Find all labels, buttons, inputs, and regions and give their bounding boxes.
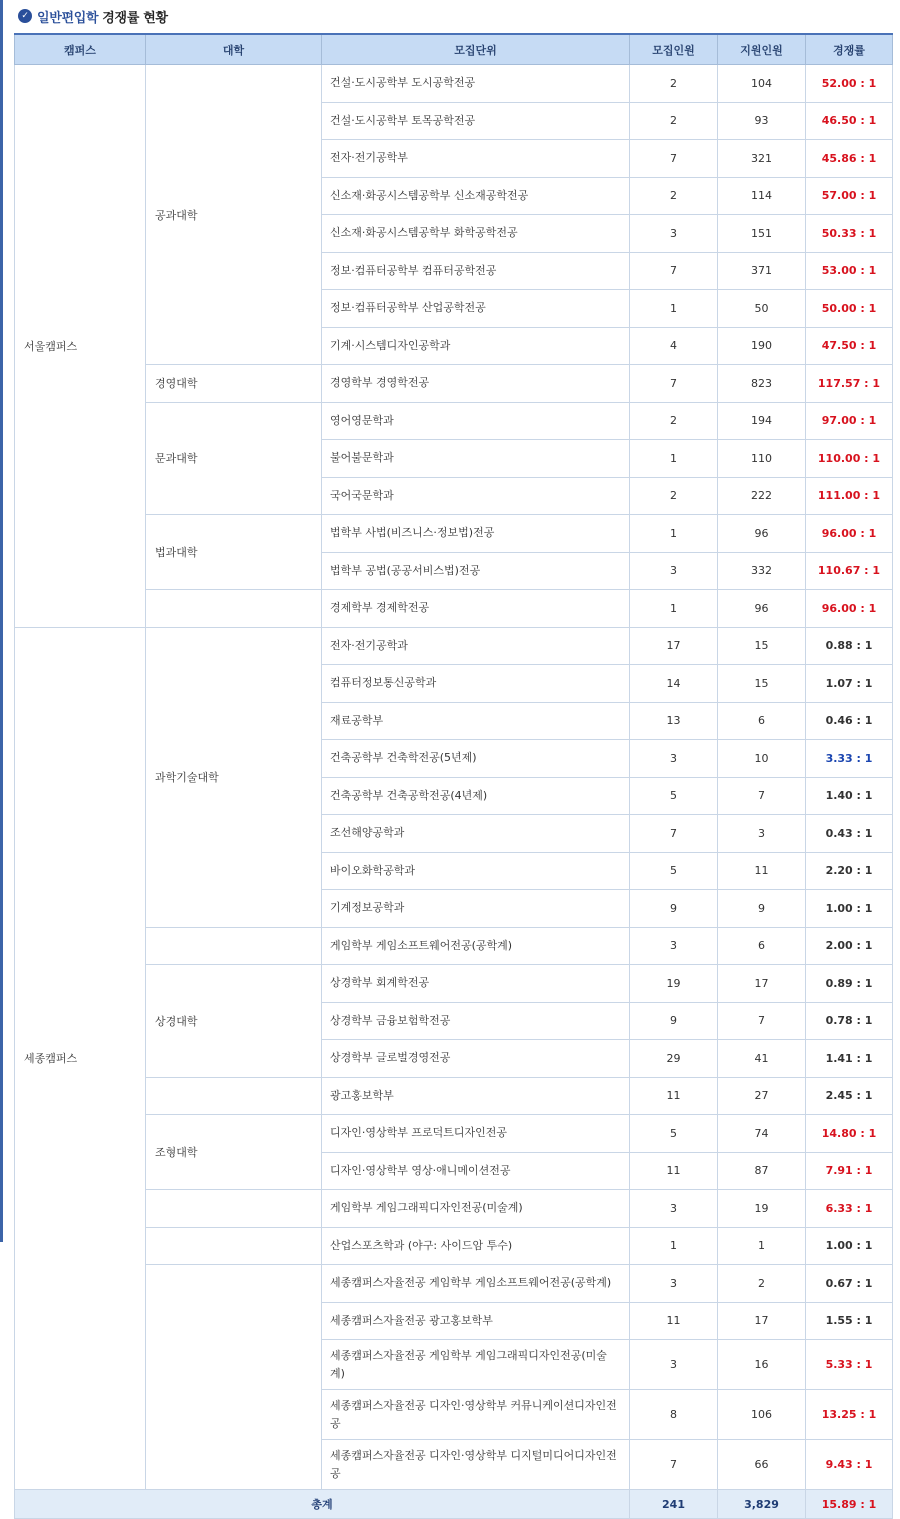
applicants-cell: 15 [718,665,806,703]
unit-cell: 세종캠퍼스자율전공 디자인·영상학부 커뮤니케이션디자인전공 [322,1390,630,1440]
header-unit: 모집단위 [322,34,630,65]
quota-cell: 7 [630,815,718,853]
unit-cell: 법학부 사법(비즈니스·정보법)전공 [322,515,630,553]
applicants-cell: 194 [718,402,806,440]
competition-rate-table [14,33,893,1519]
college-cell [146,590,322,628]
unit-cell: 건설·도시공학부 토목공학전공 [322,102,630,140]
quota-cell: 13 [630,702,718,740]
quota-cell: 1 [630,440,718,478]
rate-cell: 50.00 : 1 [806,290,893,328]
header-college: 대학 [146,34,322,65]
quota-cell: 3 [630,215,718,253]
rate-cell: 2.00 : 1 [806,927,893,965]
quota-cell: 2 [630,102,718,140]
total-applicants: 3,829 [718,1490,806,1519]
quota-cell: 7 [630,140,718,178]
unit-cell: 국어국문학과 [322,477,630,515]
applicants-cell: 93 [718,102,806,140]
college-cell: 조형대학 [146,1115,322,1190]
unit-cell: 세종캠퍼스자율전공 게임학부 게임그래픽디자인전공(미술계) [322,1340,630,1390]
table-row [15,365,893,403]
rate-cell: 1.00 : 1 [806,1227,893,1265]
quota-cell: 2 [630,477,718,515]
rate-cell: 111.00 : 1 [806,477,893,515]
rate-cell: 1.40 : 1 [806,777,893,815]
unit-cell: 신소재·화공시스템공학부 화학공학전공 [322,215,630,253]
check-circle-icon: ✓ [18,9,32,23]
table-row [15,1077,893,1115]
quota-cell: 2 [630,177,718,215]
unit-cell: 경영학부 경영학전공 [322,365,630,403]
applicants-cell: 10 [718,740,806,778]
college-cell: 상경대학 [146,965,322,1078]
rate-cell: 9.43 : 1 [806,1440,893,1490]
quota-cell: 3 [630,552,718,590]
unit-cell: 게임학부 게임소프트웨어전공(공학계) [322,927,630,965]
quota-cell: 2 [630,402,718,440]
header-applicants: 지원인원 [718,34,806,65]
quota-cell: 8 [630,1390,718,1440]
unit-cell: 건축공학부 건축공학전공(4년제) [322,777,630,815]
unit-cell: 상경학부 회계학전공 [322,965,630,1003]
quota-cell: 1 [630,515,718,553]
rate-cell: 52.00 : 1 [806,65,893,103]
quota-cell: 19 [630,965,718,1003]
quota-cell: 1 [630,590,718,628]
applicants-cell: 66 [718,1440,806,1490]
quota-cell: 1 [630,290,718,328]
quota-cell: 9 [630,890,718,928]
applicants-cell: 2 [718,1265,806,1303]
total-row [15,1490,893,1519]
quota-cell: 11 [630,1152,718,1190]
rate-cell: 0.43 : 1 [806,815,893,853]
header-campus: 캠퍼스 [15,34,146,65]
rate-cell: 0.78 : 1 [806,1002,893,1040]
applicants-cell: 96 [718,515,806,553]
applicants-cell: 6 [718,927,806,965]
unit-cell: 조선해양공학과 [322,815,630,853]
rate-cell: 2.45 : 1 [806,1077,893,1115]
college-cell [146,927,322,965]
applicants-cell: 823 [718,365,806,403]
quota-cell: 14 [630,665,718,703]
rate-cell: 97.00 : 1 [806,402,893,440]
quota-cell: 7 [630,365,718,403]
table-row [15,1265,893,1303]
unit-cell: 상경학부 금융보험학전공 [322,1002,630,1040]
rate-cell: 110.67 : 1 [806,552,893,590]
rate-cell: 2.20 : 1 [806,852,893,890]
unit-cell: 상경학부 글로벌경영전공 [322,1040,630,1078]
table-row [15,1190,893,1228]
unit-cell: 경제학부 경제학전공 [322,590,630,628]
applicants-cell: 87 [718,1152,806,1190]
unit-cell: 전자·전기공학부 [322,140,630,178]
unit-cell: 광고홍보학부 [322,1077,630,1115]
rate-cell: 96.00 : 1 [806,515,893,553]
table-body [15,65,893,1490]
applicants-cell: 16 [718,1340,806,1390]
quota-cell: 9 [630,1002,718,1040]
quota-cell: 5 [630,852,718,890]
campus-cell: 세종캠퍼스 [15,627,146,1490]
applicants-cell: 151 [718,215,806,253]
college-cell: 과학기술대학 [146,627,322,927]
quota-cell: 4 [630,327,718,365]
campus-cell: 서울캠퍼스 [15,65,146,628]
quota-cell: 3 [630,740,718,778]
unit-cell: 건축공학부 건축학전공(5년제) [322,740,630,778]
unit-cell: 바이오화학공학과 [322,852,630,890]
header-rate: 경쟁률 [806,34,893,65]
rate-cell: 0.89 : 1 [806,965,893,1003]
quota-cell: 3 [630,1265,718,1303]
rate-cell: 47.50 : 1 [806,327,893,365]
table-row [15,927,893,965]
unit-cell: 정보·컴퓨터공학부 산업공학전공 [322,290,630,328]
rate-cell: 1.00 : 1 [806,890,893,928]
unit-cell: 법학부 공법(공공서비스법)전공 [322,552,630,590]
section-heading [18,6,168,26]
rate-cell: 5.33 : 1 [806,1340,893,1390]
applicants-cell: 96 [718,590,806,628]
rate-cell: 57.00 : 1 [806,177,893,215]
quota-cell: 7 [630,1440,718,1490]
table-row [15,515,893,553]
applicants-cell: 222 [718,477,806,515]
applicants-cell: 41 [718,1040,806,1078]
rate-cell: 1.41 : 1 [806,1040,893,1078]
quota-cell: 5 [630,1115,718,1153]
rate-cell: 45.86 : 1 [806,140,893,178]
applicants-cell: 332 [718,552,806,590]
rate-cell: 7.91 : 1 [806,1152,893,1190]
applicants-cell: 110 [718,440,806,478]
unit-cell: 세종캠퍼스자율전공 광고홍보학부 [322,1302,630,1340]
quota-cell: 17 [630,627,718,665]
quota-cell: 3 [630,1340,718,1390]
unit-cell: 신소재·화공시스템공학부 신소재공학전공 [322,177,630,215]
rate-cell: 50.33 : 1 [806,215,893,253]
applicants-cell: 17 [718,965,806,1003]
header-row [15,34,893,65]
applicants-cell: 1 [718,1227,806,1265]
rate-cell: 117.57 : 1 [806,365,893,403]
left-accent-bar [0,0,3,1242]
rate-cell: 110.00 : 1 [806,440,893,478]
rate-cell: 3.33 : 1 [806,740,893,778]
applicants-cell: 11 [718,852,806,890]
table-row [15,590,893,628]
unit-cell: 기계·시스템디자인공학과 [322,327,630,365]
unit-cell: 건설·도시공학부 도시공학전공 [322,65,630,103]
applicants-cell: 15 [718,627,806,665]
unit-cell: 불어불문학과 [322,440,630,478]
table-row [15,965,893,1003]
applicants-cell: 321 [718,140,806,178]
applicants-cell: 19 [718,1190,806,1228]
unit-cell: 게임학부 게임그래픽디자인전공(미술계) [322,1190,630,1228]
unit-cell: 산업스포츠학과 (야구: 사이드암 투수) [322,1227,630,1265]
quota-cell: 2 [630,65,718,103]
table-row [15,1115,893,1153]
applicants-cell: 7 [718,777,806,815]
applicants-cell: 114 [718,177,806,215]
rate-cell: 13.25 : 1 [806,1390,893,1440]
applicants-cell: 50 [718,290,806,328]
unit-cell: 재료공학부 [322,702,630,740]
rate-cell: 53.00 : 1 [806,252,893,290]
college-cell: 법과대학 [146,515,322,590]
rate-cell: 46.50 : 1 [806,102,893,140]
heading-title: 경쟁률 현황 [102,10,168,26]
unit-cell: 디자인·영상학부 프로덕트디자인전공 [322,1115,630,1153]
quota-cell: 29 [630,1040,718,1078]
college-cell: 문과대학 [146,402,322,515]
applicants-cell: 190 [718,327,806,365]
quota-cell: 11 [630,1077,718,1115]
quota-cell: 1 [630,1227,718,1265]
rate-cell: 1.55 : 1 [806,1302,893,1340]
unit-cell: 컴퓨터정보통신공학과 [322,665,630,703]
quota-cell: 3 [630,1190,718,1228]
applicants-cell: 7 [718,1002,806,1040]
quota-cell: 3 [630,927,718,965]
unit-cell: 영어영문학과 [322,402,630,440]
applicants-cell: 74 [718,1115,806,1153]
applicants-cell: 104 [718,65,806,103]
college-cell: 경영대학 [146,365,322,403]
rate-cell: 1.07 : 1 [806,665,893,703]
applicants-cell: 9 [718,890,806,928]
unit-cell: 기계정보공학과 [322,890,630,928]
applicants-cell: 106 [718,1390,806,1440]
quota-cell: 11 [630,1302,718,1340]
unit-cell: 세종캠퍼스자율전공 게임학부 게임소프트웨어전공(공학계) [322,1265,630,1303]
rate-cell: 14.80 : 1 [806,1115,893,1153]
applicants-cell: 27 [718,1077,806,1115]
applicants-cell: 6 [718,702,806,740]
rate-cell: 0.67 : 1 [806,1265,893,1303]
total-label: 총계 [15,1490,630,1519]
table-row [15,627,893,665]
quota-cell: 5 [630,777,718,815]
applicants-cell: 17 [718,1302,806,1340]
college-cell [146,1077,322,1115]
table-row [15,1227,893,1265]
applicants-cell: 371 [718,252,806,290]
college-cell [146,1265,322,1490]
total-quota: 241 [630,1490,718,1519]
rate-cell: 0.46 : 1 [806,702,893,740]
table-row [15,65,893,103]
total-rate: 15.89 : 1 [806,1490,893,1519]
unit-cell: 정보·컴퓨터공학부 컴퓨터공학전공 [322,252,630,290]
table-row [15,402,893,440]
college-cell: 공과대학 [146,65,322,365]
applicants-cell: 3 [718,815,806,853]
unit-cell: 전자·전기공학과 [322,627,630,665]
heading-highlight: 일반편입학 [37,10,99,26]
quota-cell: 7 [630,252,718,290]
rate-cell: 96.00 : 1 [806,590,893,628]
unit-cell: 디자인·영상학부 영상·애니메이션전공 [322,1152,630,1190]
rate-cell: 6.33 : 1 [806,1190,893,1228]
header-quota: 모집인원 [630,34,718,65]
college-cell [146,1190,322,1228]
unit-cell: 세종캠퍼스자율전공 디자인·영상학부 디지털미디어디자인전공 [322,1440,630,1490]
college-cell [146,1227,322,1265]
rate-cell: 0.88 : 1 [806,627,893,665]
